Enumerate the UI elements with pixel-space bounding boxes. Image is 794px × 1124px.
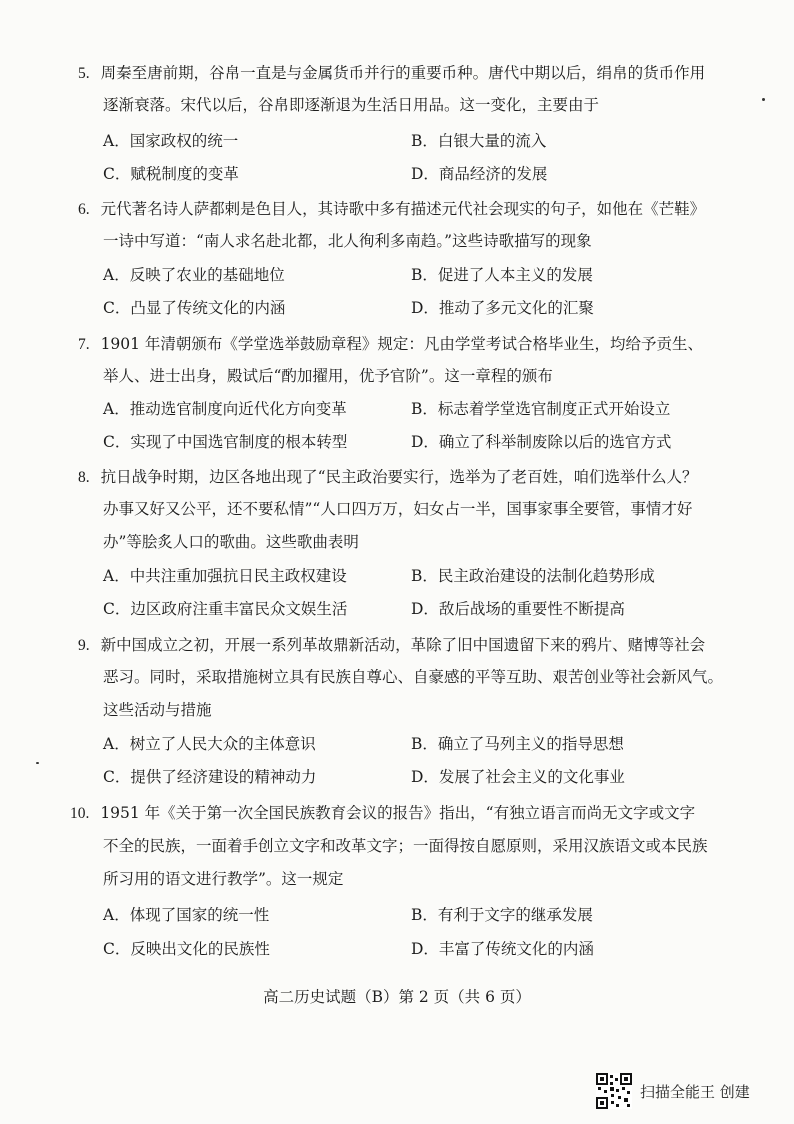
- question-number: 9.: [78, 637, 90, 654]
- option-a[interactable]: A．中共注重加强抗日民主政权建设: [103, 567, 347, 585]
- question-number: 6.: [78, 201, 90, 218]
- question-stem-line: 周秦至唐前期，谷帛一直是与金属货币并行的重要币种。唐代中期以后，绢帛的货币作用: [100, 64, 706, 82]
- option-b[interactable]: B．促进了人本主义的发展: [411, 266, 593, 284]
- question-stem-line: 一诗中写道：“南人求名赴北都，北人徇利多南趋。”这些诗歌描写的现象: [103, 232, 592, 250]
- question-number: 8.: [78, 469, 90, 486]
- option-a[interactable]: A．体现了国家的统一性: [103, 906, 270, 924]
- option-c[interactable]: C．边区政府注重丰富民众文娱生活: [103, 600, 348, 618]
- question-stem-line: 办”等脍炙人口的歌曲。这些歌曲表明: [103, 533, 359, 551]
- option-b[interactable]: B．确立了马列主义的指导思想: [411, 735, 624, 753]
- scan-speck: [36, 762, 39, 764]
- option-b[interactable]: B．有利于文字的继承发展: [411, 906, 593, 924]
- option-c[interactable]: C．凸显了传统文化的内涵: [103, 299, 286, 317]
- question-stem-line: 1951 年《关于第一次全国民族教育会议的报告》指出，“有独立语言而尚无文字或文字: [100, 804, 696, 822]
- question-number: 7.: [78, 336, 90, 353]
- question-stem-line: 恶习。同时，采取措施树立具有民族自尊心、自豪感的平等互助、艰苦创业等社会新风气。: [103, 668, 724, 686]
- question-number: 10.: [70, 805, 90, 822]
- option-d[interactable]: D．商品经济的发展: [411, 165, 548, 183]
- question-stem-line: 元代著名诗人萨都剌是色目人，其诗歌中多有描述元代社会现实的句子，如他在《芒鞋》: [100, 200, 706, 218]
- option-b[interactable]: B．白银大量的流入: [411, 132, 547, 150]
- option-b[interactable]: B．标志着学堂选官制度正式开始设立: [411, 400, 671, 418]
- question-stem-line: 所习用的语文进行教学”。这一规定: [103, 870, 344, 888]
- option-c[interactable]: C．反映出文化的民族性: [103, 940, 270, 958]
- option-d[interactable]: D．发展了社会主义的文化事业: [411, 768, 625, 786]
- question-stem-line: 1901 年清朝颁布《学堂选举鼓励章程》规定：凡由学堂考试合格毕业生，均给予贡生、: [100, 335, 703, 353]
- question-stem-line: 新中国成立之初，开展一系列革故鼎新活动，革除了旧中国遗留下来的鸦片、赌博等社会: [100, 636, 706, 654]
- question-stem-line: 这些活动与措施: [103, 701, 212, 719]
- option-b[interactable]: B．民主政治建设的法制化趋势形成: [411, 567, 655, 585]
- option-d[interactable]: D．确立了科举制废除以后的选官方式: [411, 433, 672, 451]
- page-footer: 高二历史试题（B）第 2 页（共 6 页）: [263, 988, 531, 1006]
- option-a[interactable]: A．反映了农业的基础地位: [103, 266, 285, 284]
- option-c[interactable]: C．实现了中国选官制度的根本转型: [103, 433, 348, 451]
- qr-code-icon: [596, 1073, 632, 1109]
- option-a[interactable]: A．树立了人民大众的主体意识: [103, 735, 316, 753]
- question-stem-line: 不全的民族，一面着手创立文字和改革文字；一面得按自愿原则，采用汉族语文或本民族: [103, 837, 708, 855]
- option-a[interactable]: A．国家政权的统一: [103, 132, 239, 150]
- option-c[interactable]: C．提供了经济建设的精神动力: [103, 768, 317, 786]
- question-stem-line: 办事又好又公平，还不要私情”“人口四万万，妇女占一半，国事家事全要管，事情才好: [103, 500, 693, 518]
- question-number: 5.: [78, 65, 90, 82]
- option-d[interactable]: D．丰富了传统文化的内涵: [411, 940, 594, 958]
- question-stem-line: 逐渐衰落。宋代以后，谷帛即逐渐退为生活日用品。这一变化，主要由于: [103, 96, 600, 114]
- option-c[interactable]: C．赋税制度的变革: [103, 165, 239, 183]
- question-stem-line: 抗日战争时期，边区各地出现了“民主政治要实行，选举为了老百姓，咱们选举什么人？: [100, 468, 698, 486]
- scan-speck: [762, 98, 765, 101]
- option-d[interactable]: D．推动了多元文化的汇聚: [411, 299, 594, 317]
- option-d[interactable]: D．敌后战场的重要性不断提高: [411, 600, 625, 618]
- watermark-label: 扫描全能王 创建: [640, 1083, 750, 1101]
- question-stem-line: 举人、进士出身，殿试后“酌加擢用，优予官阶”。这一章程的颁布: [103, 367, 553, 385]
- option-a[interactable]: A．推动选官制度向近代化方向变革: [103, 400, 347, 418]
